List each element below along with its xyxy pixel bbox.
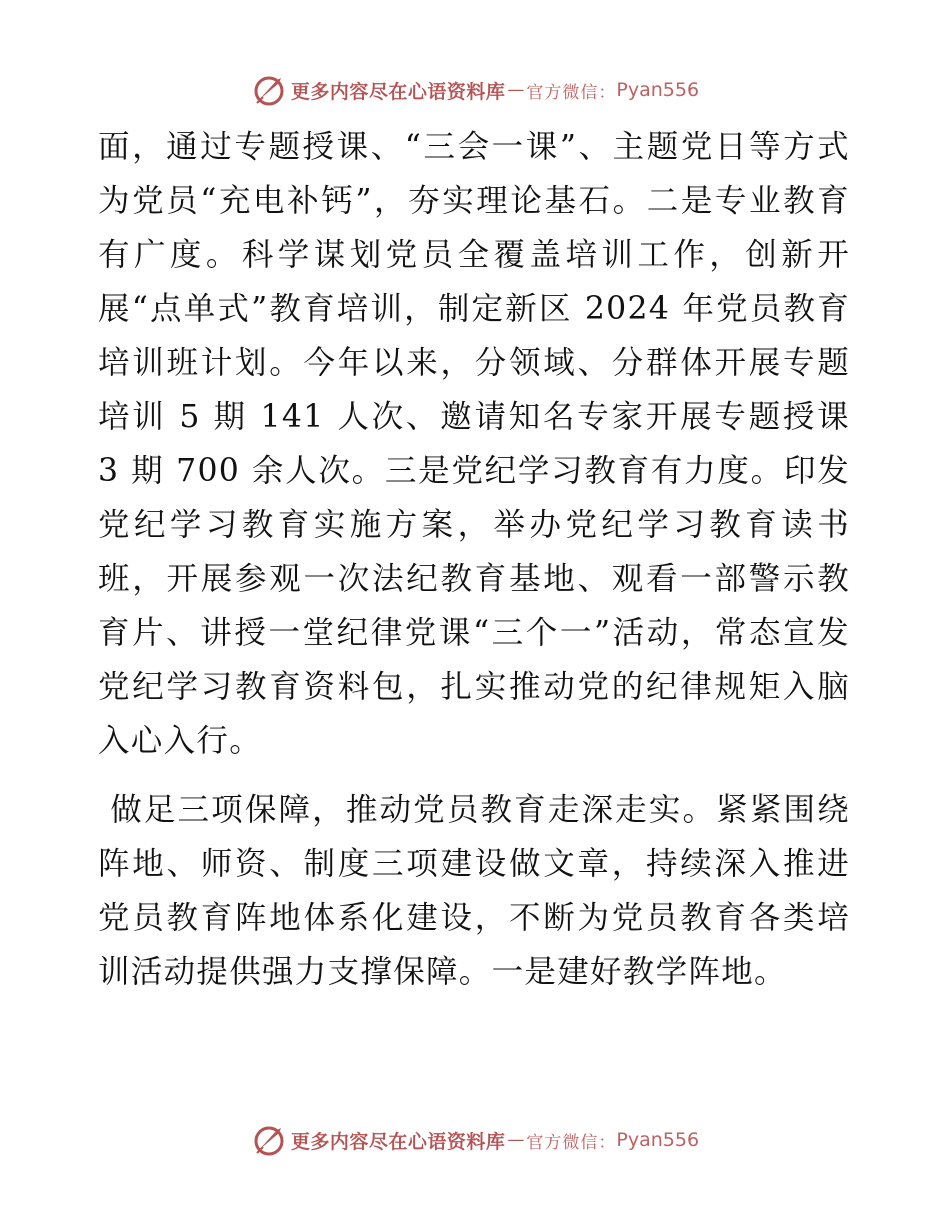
banner-wechat-label: 官方微信： — [526, 1132, 617, 1153]
paragraph-2: 做足三项保障，推动党员教育走深走实。紧紧围绕阵地、师资、制度三项建设做文章，持续深入推进党员教育阵地体系化建设，不断为党员教育各类培训活动提供强力支撑保障。一是建好教学阵地。 — [98, 792, 850, 990]
paragraph-1: 面，通过专题授课、“三会一课”、主题党日等方式为党员“充电补钙”，夯实理论基石。二是专业教育有广度。科学谋划党员全覆盖培训工作，创新开展“点单式”教育培训，制定新区 2024 年党员教育培训班计划。今年以来，分领域、分群体开展专题培训 5 期 141 人次、邀请知名专家开展专题授课 3 期 700 余人次。三是党纪学习教育有力度。印发党纪学习教育实施方案，举办党纪学习教育读书班，开展参观一次法纪教育基地、观看一部警示教育片、讲授一堂纪律党课“三个一”活动，常态宣发党纪学习教育资料包，扎实推动党的纪律规矩入脑入心入行。 — [98, 129, 862, 759]
banner-dash: — — [507, 80, 525, 100]
quill-pen-logo-icon — [251, 72, 287, 108]
quill-pen-logo-icon — [251, 1122, 287, 1158]
banner-wechat-id: Pyan556 — [616, 79, 700, 101]
header-banner — [0, 70, 950, 110]
banner-slogan: 更多内容尽在心语资料库 — [290, 80, 506, 103]
footer-banner — [0, 1120, 950, 1160]
banner-wechat-label: 官方微信： — [526, 82, 617, 103]
banner-slogan: 更多内容尽在心语资料库 — [290, 1130, 506, 1153]
banner-wechat-id: Pyan556 — [616, 1129, 700, 1151]
banner-dash: — — [507, 1130, 525, 1150]
document-body — [98, 120, 862, 999]
